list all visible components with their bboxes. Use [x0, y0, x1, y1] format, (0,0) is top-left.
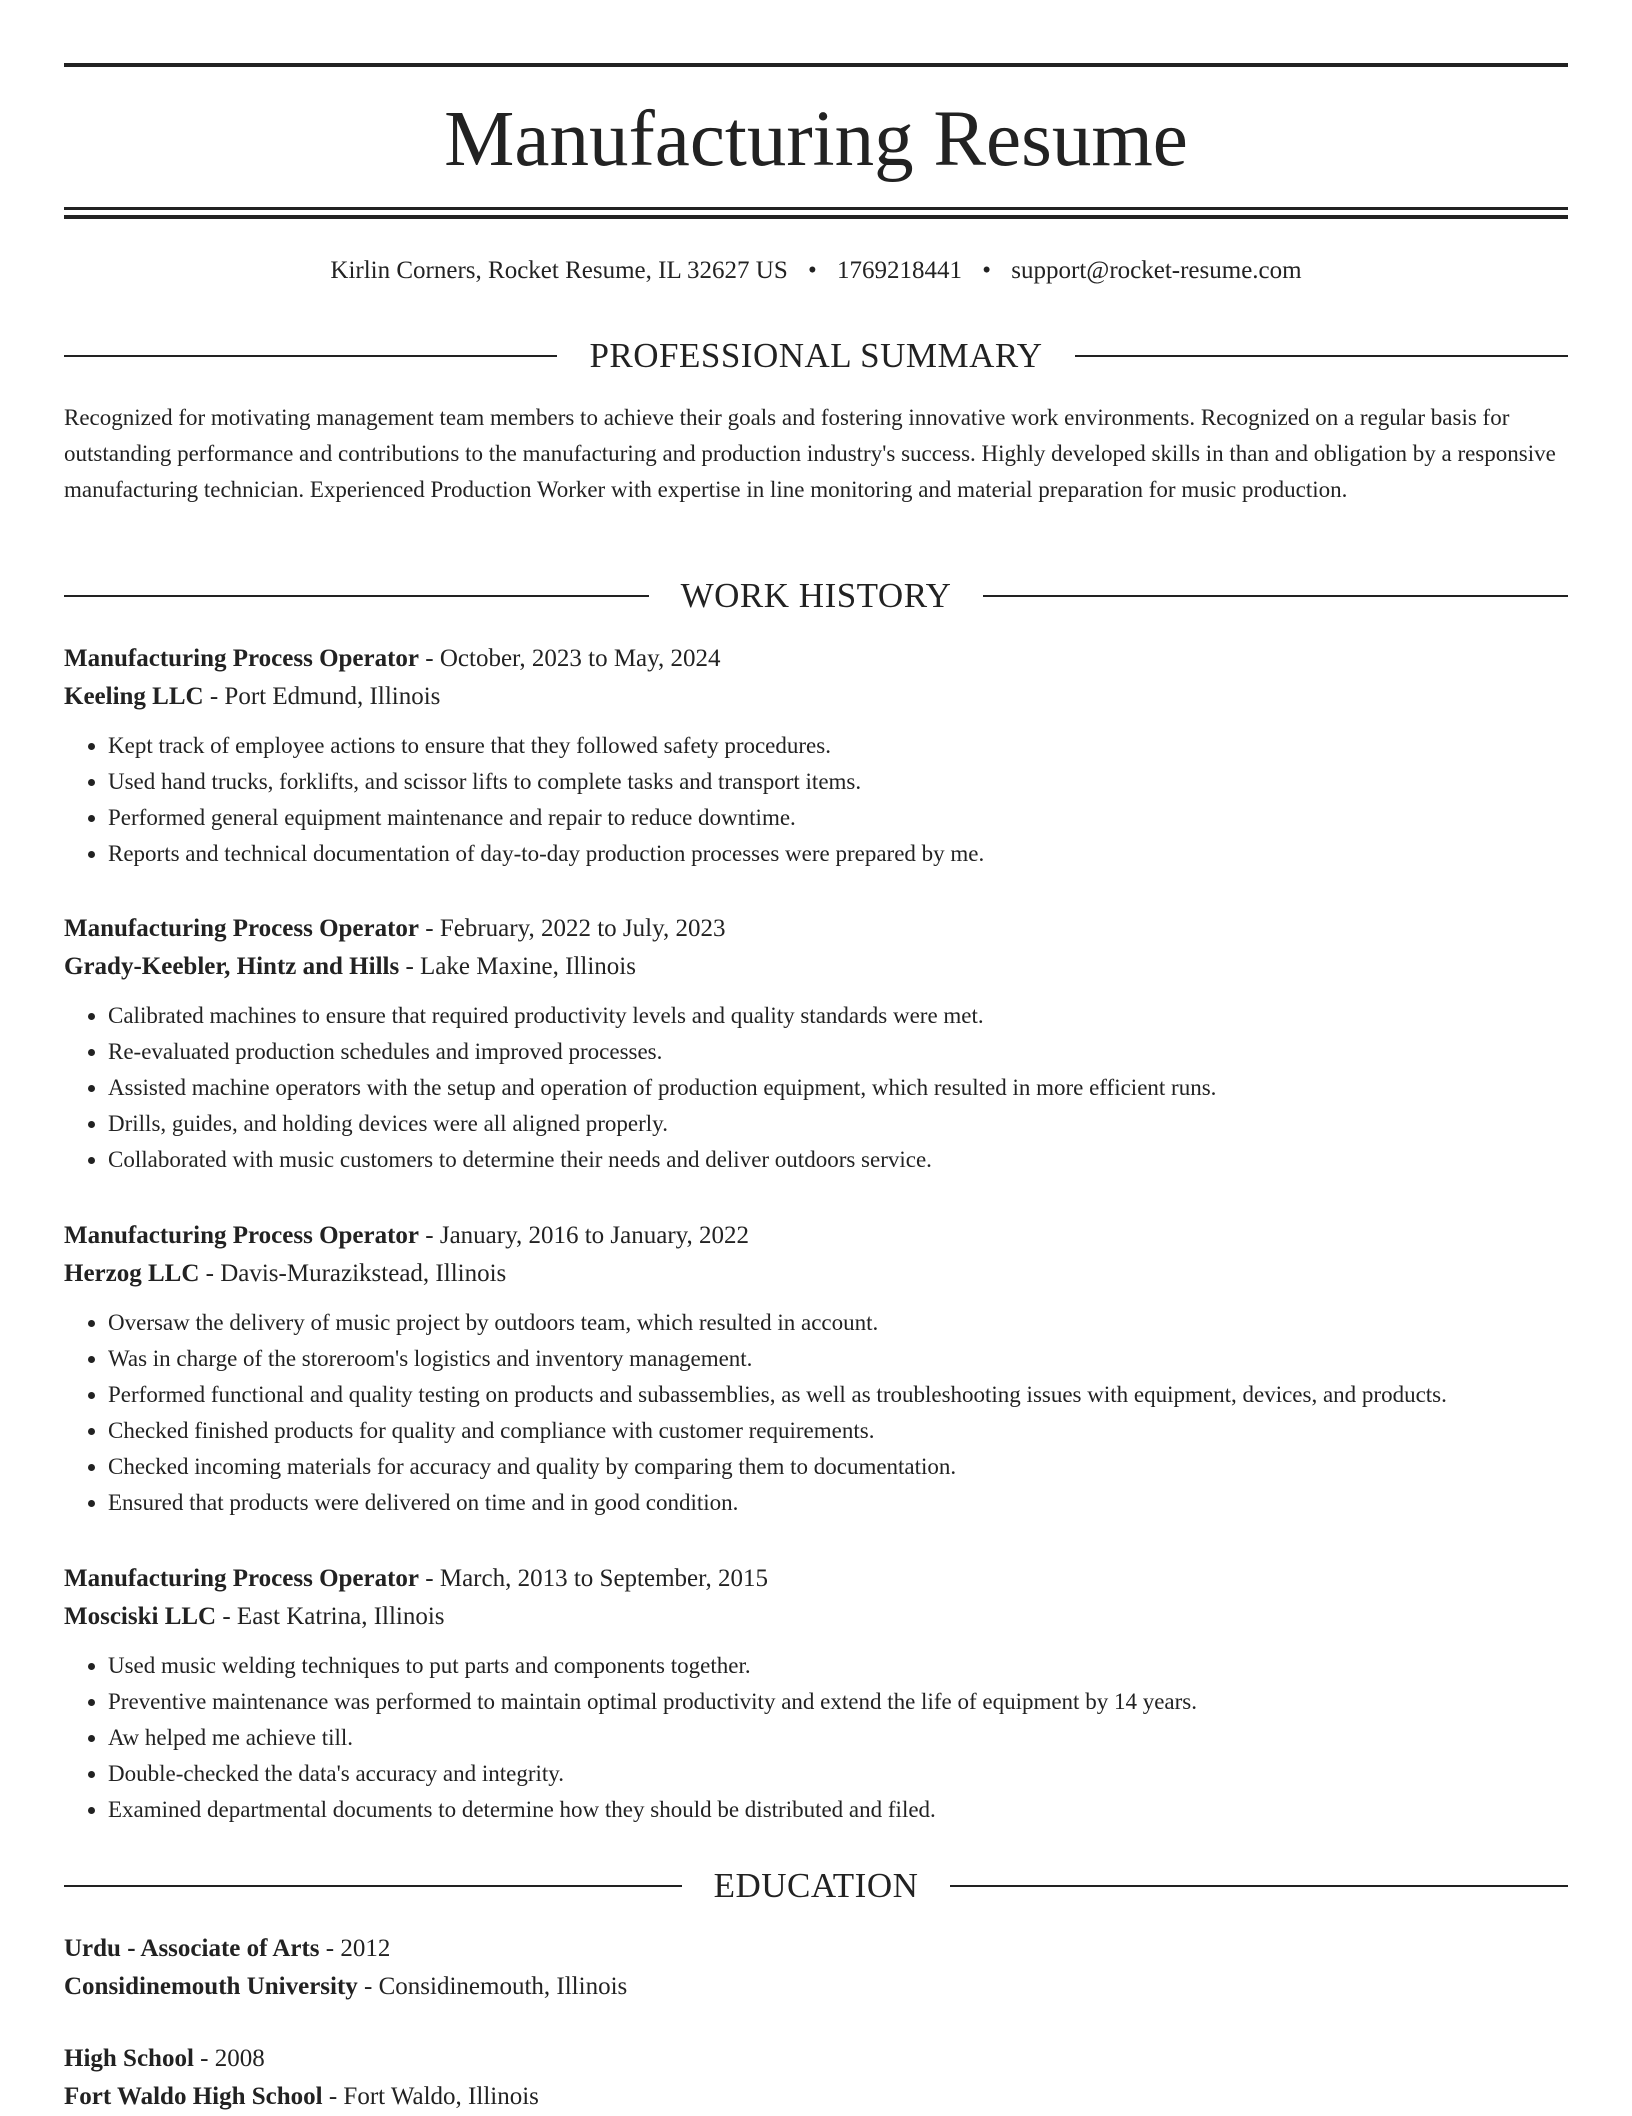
title-underline-rule-thick: [64, 215, 1568, 219]
job-bullets: [64, 998, 1568, 1178]
job-title: Manufacturing Process Operator: [64, 915, 420, 942]
job-bullets: [64, 1305, 1568, 1521]
job-bullet: • Assisted machine operators with the setup and operation of production equipment, which resulted in more efficient runs.: [108, 1070, 1568, 1106]
job-company: Herzog LLC: [64, 1260, 200, 1287]
job-company: Grady-Keebler, Hintz and Hills: [64, 953, 400, 980]
job-dates: - February, 2022 to July, 2023: [419, 915, 726, 942]
job-bullets: [64, 728, 1568, 872]
heading-rule: [64, 1885, 682, 1887]
education-school: Considinemouth University: [64, 1973, 358, 2000]
education-entry: [64, 1930, 1568, 2006]
section-title: EDUCATION: [713, 1866, 919, 1905]
job-bullet: • Used hand trucks, forklifts, and scissor lifts to complete tasks and transport items.: [108, 764, 1568, 800]
section-heading-education: [64, 1864, 1568, 1908]
job-bullet: • Was in charge of the storeroom's logistics and inventory management.: [108, 1341, 1568, 1377]
resume-title: Manufacturing Resume: [444, 96, 1188, 183]
education-degree: Urdu - Associate of Arts: [64, 1935, 320, 1962]
job-bullet: • Oversaw the delivery of music project by outdoors team, which resulted in account.: [108, 1305, 1568, 1341]
job-bullet: • Re-evaluated production schedules and improved processes.: [108, 1034, 1568, 1070]
job-location: - Port Edmund, Illinois: [203, 683, 441, 710]
job-title: Manufacturing Process Operator: [64, 1222, 420, 1249]
job-dates: - March, 2013 to September, 2015: [419, 1565, 768, 1592]
education-school: Fort Waldo High School: [64, 2083, 323, 2110]
heading-rule: [1075, 355, 1568, 357]
job-company: Keeling LLC: [64, 683, 204, 710]
heading-rule: [64, 355, 557, 357]
title-underline-rule: [64, 207, 1568, 210]
job-bullet: • Used music welding techniques to put parts and components together.: [108, 1648, 1568, 1684]
job-entry: [64, 640, 1568, 872]
education-year: - 2012: [319, 1935, 391, 1962]
section-title: WORK HISTORY: [680, 576, 952, 615]
heading-rule: [983, 595, 1568, 597]
job-bullet: • Checked finished products for quality and compliance with customer requirements.: [108, 1413, 1568, 1449]
job-location: - Lake Maxine, Illinois: [399, 953, 636, 980]
education-location: - Fort Waldo, Illinois: [322, 2083, 539, 2110]
heading-rule: [950, 1885, 1568, 1887]
contact-line: [64, 254, 1568, 288]
job-title: Manufacturing Process Operator: [64, 645, 420, 672]
summary-text: Recognized for motivating management team members to achieve their goals and fostering innovative work environments. Recognized on a regular basis for outstanding performance and contributions to the manufacturing and production industry's success. Highly developed skills in than and obligation by a responsive manufacturing technician. Experienced Production Worker with expertise in line monitoring and material preparation for music production.: [64, 405, 1556, 502]
job-dates: - January, 2016 to January, 2022: [419, 1222, 750, 1249]
job-dates: - October, 2023 to May, 2024: [419, 645, 721, 672]
job-bullet: • Collaborated with music customers to determine their needs and deliver outdoors service.: [108, 1142, 1568, 1178]
education-entry: [64, 2040, 1568, 2116]
heading-rule: [64, 595, 649, 597]
contact-address: Kirlin Corners, Rocket Resume, IL 32627 US: [330, 257, 788, 284]
job-bullet: • Kept track of employee actions to ensure that they followed safety procedures.: [108, 728, 1568, 764]
education-degree: High School: [64, 2045, 194, 2072]
job-bullet: • Calibrated machines to ensure that required productivity levels and quality standards were met.: [108, 998, 1568, 1034]
education-year: - 2008: [193, 2045, 265, 2072]
section-heading-work-history: [64, 574, 1568, 618]
job-location: - East Katrina, Illinois: [216, 1603, 445, 1630]
contact-separator: •: [808, 257, 817, 284]
job-bullet: • Performed functional and quality testing on products and subassemblies, as well as troubleshooting issues with equipment, devices, and products.: [108, 1377, 1568, 1413]
education-location: - Considinemouth, Illinois: [357, 1973, 628, 2000]
job-bullet: • Examined departmental documents to determine how they should be distributed and filed.: [108, 1792, 1568, 1828]
job-location: - Davis-Murazikstead, Illinois: [199, 1260, 507, 1287]
job-title: Manufacturing Process Operator: [64, 1565, 420, 1592]
job-company: Mosciski LLC: [64, 1603, 217, 1630]
job-bullet: • Reports and technical documentation of day-to-day production processes were prepared by me.: [108, 836, 1568, 872]
job-bullets: [64, 1648, 1568, 1828]
job-bullet: • Ensured that products were delivered on time and in good condition.: [108, 1485, 1568, 1521]
job-bullet: • Drills, guides, and holding devices were all aligned properly.: [108, 1106, 1568, 1142]
job-bullet: • Checked incoming materials for accuracy and quality by comparing them to documentation.: [108, 1449, 1568, 1485]
job-bullet: • Double-checked the data's accuracy and integrity.: [108, 1756, 1568, 1792]
job-bullet: • Aw helped me achieve till.: [108, 1720, 1568, 1756]
section-heading-summary: [64, 334, 1568, 378]
contact-phone: 1769218441: [837, 257, 963, 284]
job-entry: [64, 910, 1568, 1178]
job-entry: [64, 1217, 1568, 1521]
job-bullet: • Performed general equipment maintenance and repair to reduce downtime.: [108, 800, 1568, 836]
job-entry: [64, 1560, 1568, 1828]
job-bullet: • Preventive maintenance was performed to maintain optimal productivity and extend the life of equipment by 14 years.: [108, 1684, 1568, 1720]
section-title: PROFESSIONAL SUMMARY: [589, 336, 1043, 375]
contact-email: support@rocket-resume.com: [1011, 257, 1302, 284]
contact-separator: •: [982, 257, 992, 284]
top-rule: [64, 63, 1568, 67]
